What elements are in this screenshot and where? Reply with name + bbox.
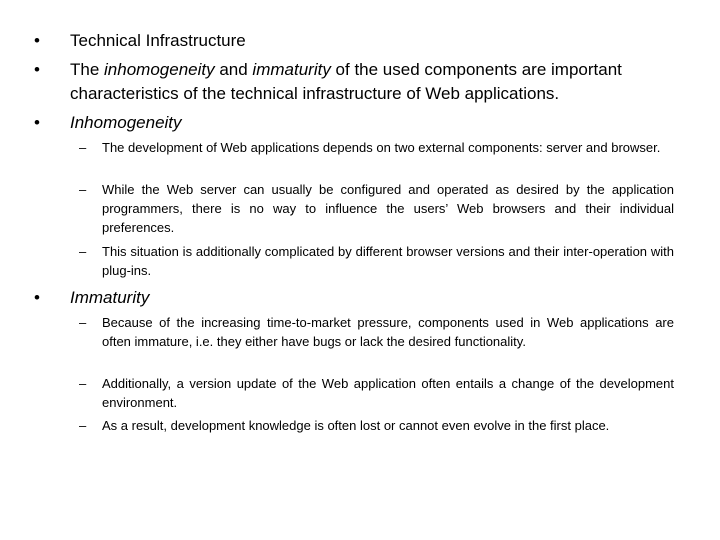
text-part: of the used components are important characteristics of the technical infrastructure of Web applications. [70, 60, 622, 103]
text-part: and [214, 60, 253, 79]
sub-bullet-dash: – [79, 376, 87, 391]
bullet-dot: • [34, 288, 40, 307]
bullet-dot: • [34, 113, 40, 132]
sub-bullet-text: The development of Web applications depends on two external components: server and browser. [102, 140, 661, 155]
sub-bullet-text: Because of the increasing time-to-market pressure, components used in Web applications are often immature, i.e. they either have bugs or lack the desired functionality. [102, 315, 674, 349]
sub-bullet-text: This situation is additionally complicated by different browser versions and their inter-operation with plug-ins. [102, 244, 674, 278]
bullet-text: Technical Infrastructure [70, 31, 246, 50]
sub-bullet-dash: – [79, 315, 87, 330]
sub-bullet-dash: – [79, 244, 87, 259]
bullet-text [70, 286, 685, 310]
emphasis-immaturity-heading: Immaturity [70, 288, 150, 307]
sub-bullet-text: Additionally, a version update of the Web application often entails a change of the development environment. [102, 376, 674, 410]
emphasis-inhomogeneity-heading: Inhomogeneity [70, 113, 182, 132]
emphasis-inhomogeneity: inhomogeneity [104, 60, 215, 79]
bullet-text [70, 111, 685, 135]
sub-bullet-dash: – [79, 140, 87, 155]
bullet-dot: • [34, 31, 40, 50]
sub-bullet-text: While the Web server can usually be configured and operated as desired by the application programmers, there is no way to influence the users’ Web browsers and their individual preferences. [102, 182, 674, 235]
sub-bullet-dash: – [79, 182, 87, 197]
bullet-dot: • [34, 60, 40, 79]
bullet-text [70, 58, 685, 106]
emphasis-immaturity: immaturity [252, 60, 331, 79]
text-part: The [70, 60, 105, 79]
sub-bullet-dash: – [79, 418, 87, 433]
sub-bullet-text: As a result, development knowledge is often lost or cannot even evolve in the first place. [102, 418, 610, 433]
